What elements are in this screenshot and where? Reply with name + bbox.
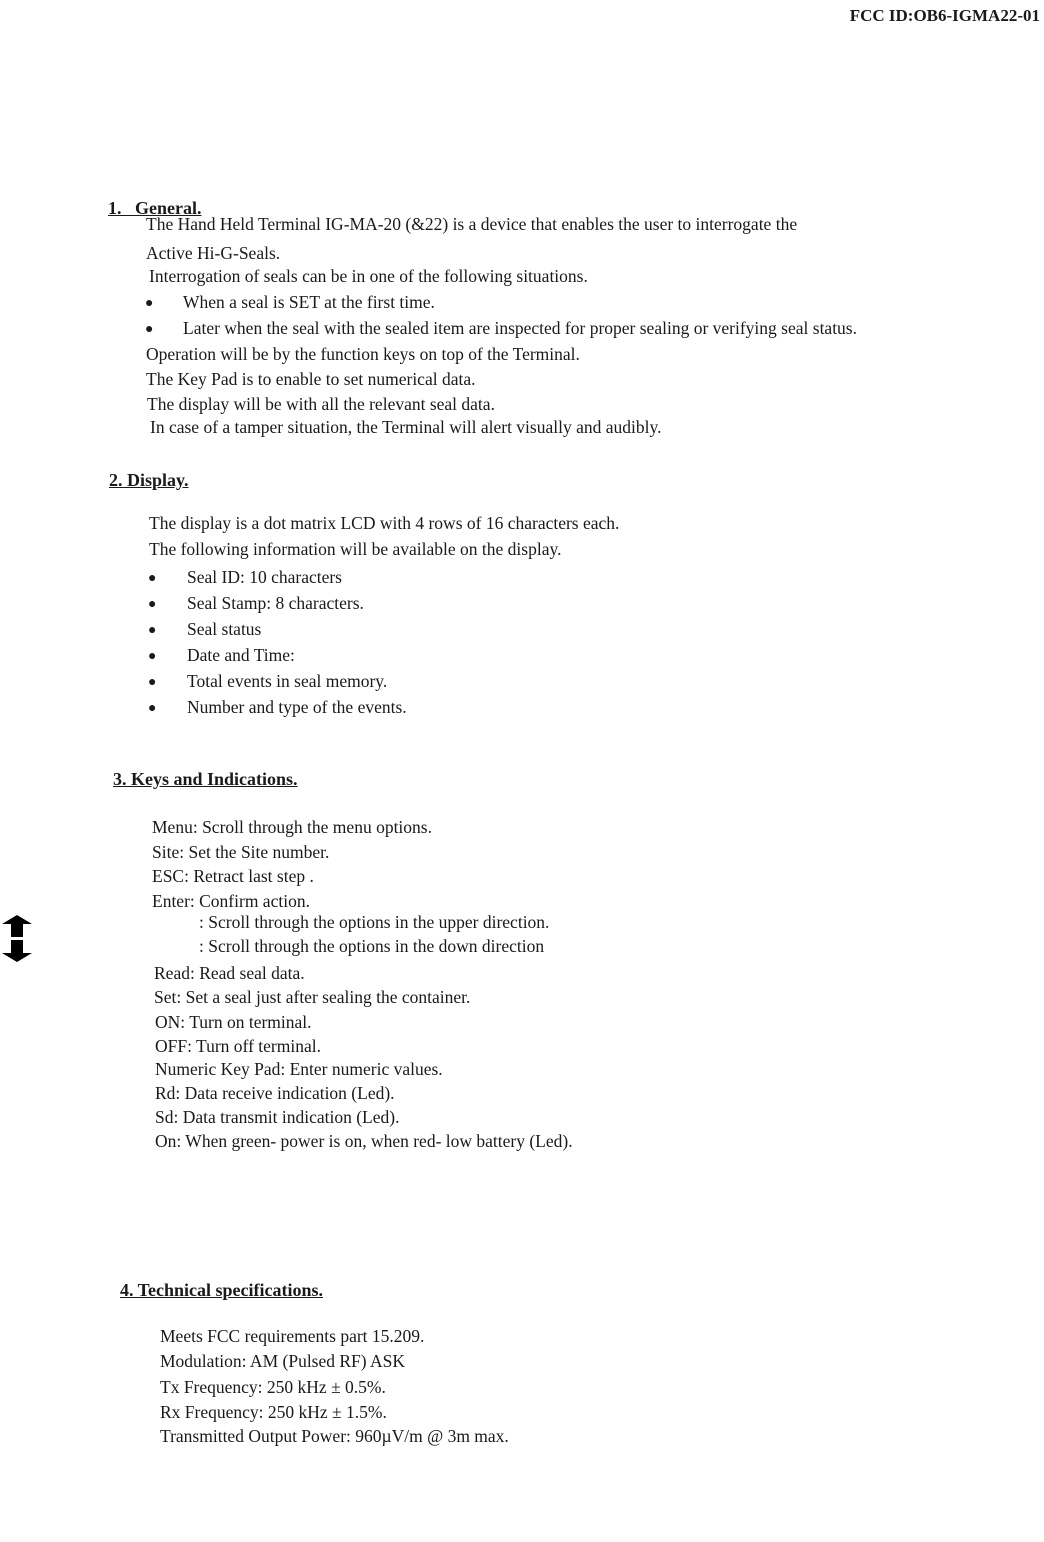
bullet-dot: ●	[148, 571, 157, 586]
general-line: Operation will be by the function keys on top of the Terminal.	[146, 344, 580, 364]
tech-item: Meets FCC requirements part 15.209.	[160, 1326, 425, 1346]
display-bullet-item: Date and Time:	[187, 645, 295, 665]
display-bullet-item: Number and type of the events.	[187, 697, 407, 717]
general-bullet-item: When a seal is SET at the first time.	[183, 292, 435, 312]
down-arrow-icon	[2, 940, 32, 962]
section-general-heading: 1. General.	[108, 198, 202, 218]
display-bullet-item: Seal status	[187, 619, 262, 639]
bullet-dot: ●	[148, 649, 157, 664]
key-item-down: : Scroll through the options in the down direction	[199, 936, 545, 956]
key-item: OFF: Turn off terminal.	[155, 1036, 321, 1056]
key-item: Site: Set the Site number.	[152, 842, 330, 862]
bullet-dot: ●	[145, 296, 154, 311]
general-bullet-item: Later when the seal with the sealed item are inspected for proper sealing or verifying seal status.	[183, 318, 857, 338]
key-item: Rd: Data receive indication (Led).	[155, 1083, 395, 1103]
key-item: Numeric Key Pad: Enter numeric values.	[155, 1059, 443, 1079]
bullet-dot: ●	[145, 322, 154, 337]
general-paragraph-line: The Hand Held Terminal IG-MA-20 (&22) is a device that enables the user to interrogate the	[146, 214, 798, 234]
key-item: On: When green- power is on, when red- low battery (Led).	[155, 1131, 573, 1151]
display-bullet-item: Seal Stamp: 8 characters.	[187, 593, 364, 613]
section-display-heading: 2. Display.	[109, 470, 189, 490]
key-item: Read: Read seal data.	[154, 963, 305, 983]
general-line: The display will be with all the relevant seal data.	[147, 394, 495, 414]
display-bullet-item: Seal ID: 10 characters	[187, 567, 342, 587]
general-paragraph-line: Interrogation of seals can be in one of the following situations.	[149, 266, 588, 286]
general-paragraph-line: Active Hi-G-Seals.	[146, 243, 281, 263]
key-item: Set: Set a seal just after sealing the container.	[154, 987, 471, 1007]
key-item: ON: Turn on terminal.	[155, 1012, 312, 1032]
section-keys-heading: 3. Keys and Indications.	[113, 769, 298, 789]
key-item-up: : Scroll through the options in the upper direction.	[199, 912, 550, 932]
bullet-dot: ●	[148, 675, 157, 690]
display-line: The following information will be available on the display.	[149, 539, 562, 559]
fcc-id: FCC ID:OB6-IGMA22-01	[849, 6, 1040, 25]
tech-item: Rx Frequency: 250 kHz ± 1.5%.	[160, 1402, 387, 1422]
up-arrow-icon	[2, 915, 32, 937]
display-bullet-item: Total events in seal memory.	[187, 671, 388, 691]
section-tech-heading: 4. Technical specifications.	[120, 1280, 324, 1300]
display-line: The display is a dot matrix LCD with 4 rows of 16 characters each.	[149, 513, 620, 533]
general-line: In case of a tamper situation, the Terminal will alert visually and audibly.	[150, 417, 662, 437]
bullet-dot: ●	[148, 623, 157, 638]
tech-item: Transmitted Output Power: 960µV/m @ 3m max.	[160, 1426, 509, 1446]
bullet-dot: ●	[148, 597, 157, 612]
key-item: Sd: Data transmit indication (Led).	[155, 1107, 400, 1127]
key-item: Enter: Confirm action.	[152, 891, 310, 911]
key-item: Menu: Scroll through the menu options.	[152, 817, 432, 837]
tech-item: Tx Frequency: 250 kHz ± 0.5%.	[160, 1377, 386, 1397]
key-item: ESC: Retract last step .	[152, 866, 314, 886]
tech-item: Modulation: AM (Pulsed RF) ASK	[160, 1351, 406, 1371]
general-line: The Key Pad is to enable to set numerical data.	[146, 369, 476, 389]
bullet-dot: ●	[148, 701, 157, 716]
